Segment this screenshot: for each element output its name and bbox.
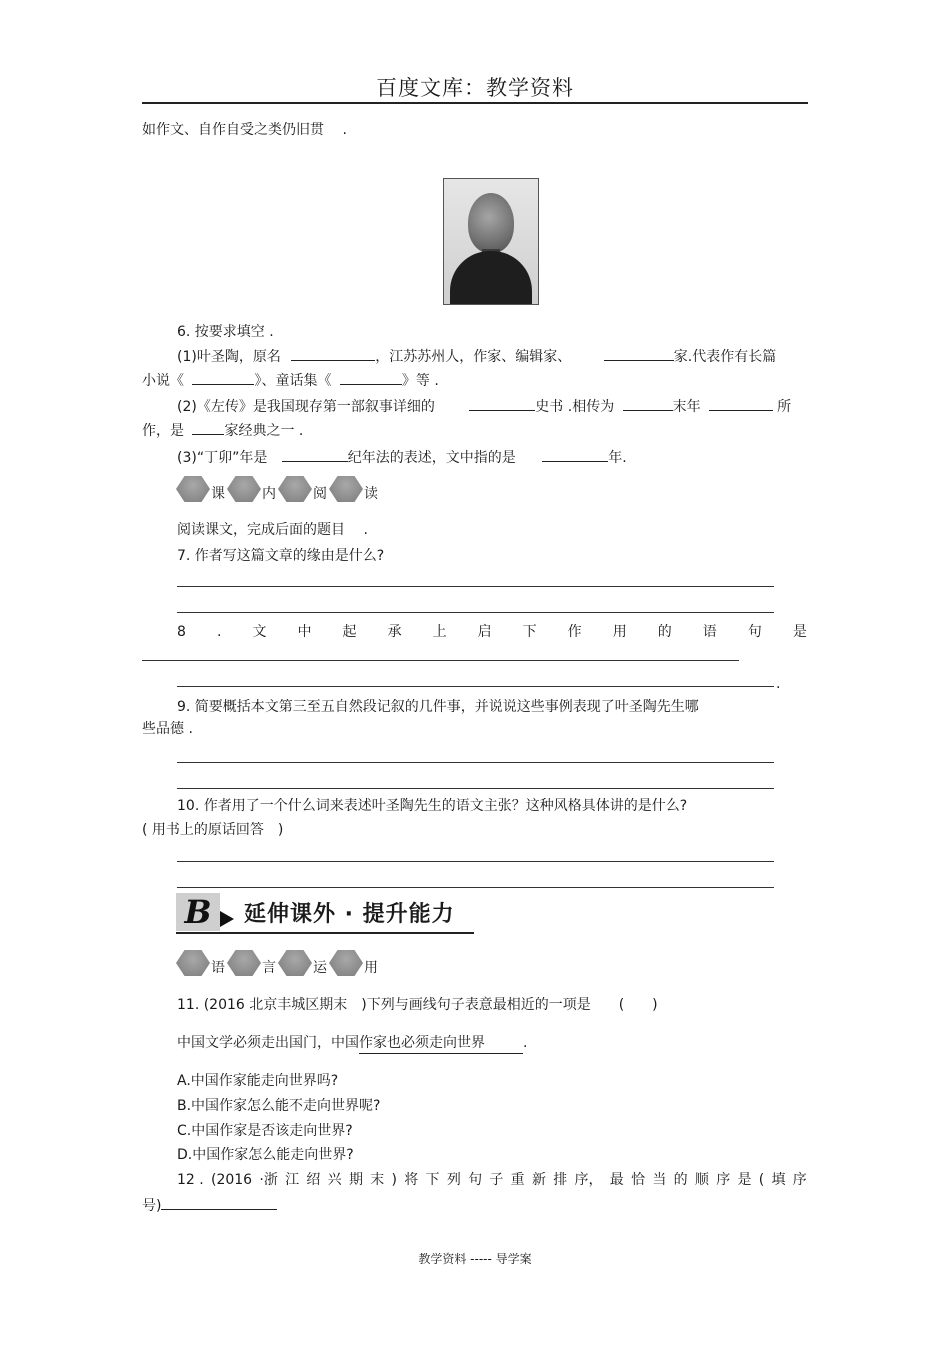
q8-char: 上 — [432, 624, 447, 640]
q8-char: 用 — [612, 624, 627, 640]
section-heading-language-use — [176, 950, 380, 976]
q12-text — [177, 1170, 807, 1190]
q8-char: 语 — [702, 624, 717, 640]
q12-char: 序， — [574, 1172, 603, 1188]
q6-text: (1)叶圣陶，原名 — [177, 349, 281, 365]
blank-field[interactable] — [291, 346, 375, 361]
answer-line[interactable] — [177, 762, 774, 763]
q6-text: 小说《 — [142, 373, 184, 389]
q12-char: 新 — [531, 1172, 546, 1188]
q8-char: 起 — [342, 624, 357, 640]
portrait-photo — [443, 178, 539, 305]
q8-char: 中 — [297, 624, 312, 640]
q6-text: 家经典之一 . — [224, 423, 304, 439]
q11-sentence — [177, 1033, 527, 1054]
q8-char: 文 — [252, 624, 267, 640]
q11-sentence-text: . — [523, 1035, 528, 1051]
blank-field[interactable] — [161, 1195, 277, 1210]
section-char: 阅 — [313, 486, 327, 502]
q11-title: 11. (2016 北京丰城区期末 )下列与画线句子表意最相近的一项是 ( ) — [177, 997, 658, 1013]
section-banner — [176, 893, 474, 935]
q12-char: 当 — [652, 1172, 667, 1188]
q12-char: 恰 — [631, 1172, 646, 1188]
q8-char: . — [216, 624, 222, 640]
reading-instruction: 阅读课文，完成后面的题目 . — [177, 522, 368, 538]
q6-line1 — [177, 346, 776, 367]
section-char: 读 — [364, 486, 378, 502]
section-char: 语 — [211, 960, 225, 976]
triangle-arrow-icon — [220, 911, 234, 927]
q12-char: 绍 — [306, 1172, 321, 1188]
hexagon-icon — [176, 476, 210, 502]
hexagon-icon — [278, 476, 312, 502]
q6-text: 年. — [608, 450, 627, 466]
q12-char: 将 — [404, 1172, 419, 1188]
answer-line[interactable] — [177, 887, 774, 888]
banner-underline — [176, 932, 474, 934]
q12-char: 的 — [673, 1172, 688, 1188]
q8-char: 的 — [657, 624, 672, 640]
blank-field[interactable] — [623, 396, 673, 411]
q11-option-c[interactable]: C.中国作家是否该走向世界? — [177, 1123, 353, 1139]
section-char: 运 — [313, 960, 327, 976]
q12-char: 是 — [737, 1172, 752, 1188]
q12-char: 排 — [553, 1172, 568, 1188]
q6-line5 — [177, 447, 627, 468]
hexagon-icon — [227, 476, 261, 502]
q8-char: 是 — [792, 624, 807, 640]
q11-option-b[interactable]: B.中国作家怎么能不走向世界呢? — [177, 1098, 381, 1114]
q12-char: 最 — [609, 1172, 624, 1188]
answer-line[interactable] — [177, 861, 774, 862]
q12-char: 兴 — [327, 1172, 342, 1188]
q8-char: 启 — [477, 624, 492, 640]
q6-text: 史书 .相传为 — [535, 399, 615, 415]
q12-char: 填 — [771, 1172, 786, 1188]
answer-line[interactable] — [177, 686, 774, 687]
blank-field[interactable] — [282, 447, 348, 462]
blank-field[interactable] — [469, 396, 535, 411]
q12-char: 下 — [425, 1172, 440, 1188]
q9-line1: 9. 简要概括本文第三至五自然段记叙的几件事，并说说这些事例表现了叶圣陶先生哪 — [177, 699, 699, 715]
q6-text: 家.代表作有长篇 — [673, 349, 777, 365]
q12-char: 列 — [446, 1172, 461, 1188]
q6-title: 6. 按要求填空 . — [177, 324, 274, 340]
q10-line1: 10. 作者用了一个什么词来表述叶圣陶先生的语文主张？这种风格具体讲的是什么? — [177, 798, 688, 814]
q7-text: 7. 作者写这篇文章的缘由是什么? — [177, 548, 385, 564]
q8-char: 作 — [567, 624, 582, 640]
q6-text: ，江苏苏州人，作家、编辑家、 — [375, 349, 572, 365]
q9-line2: 些品德 . — [142, 721, 193, 737]
section-char: 用 — [364, 960, 378, 976]
hexagon-icon — [227, 950, 261, 976]
q6-text: 所 — [777, 399, 792, 415]
banner-letter: B — [176, 893, 220, 931]
q12-char: ( — [758, 1172, 765, 1188]
q8-char: 句 — [747, 624, 762, 640]
q12-char: 序 — [792, 1172, 807, 1188]
q6-text: 末年 — [672, 399, 701, 415]
q6-text: (3)“丁卯”年是 — [177, 450, 268, 466]
banner-title: 延伸课外 · 提升能力 — [244, 902, 455, 927]
q12-char: 末 — [370, 1172, 385, 1188]
answer-line[interactable] — [142, 660, 739, 661]
q6-text: (2)《左传》是我国现存第一部叙事详细的 — [177, 399, 435, 415]
blank-field[interactable] — [340, 370, 402, 385]
hexagon-icon — [329, 476, 363, 502]
q8-char: 承 — [387, 624, 402, 640]
q8-char: 下 — [522, 624, 537, 640]
q6-line3 — [177, 396, 791, 417]
section-char: 言 — [262, 960, 276, 976]
blank-field[interactable] — [709, 396, 773, 411]
blank-field[interactable] — [192, 370, 254, 385]
q11-sentence-text: 中国文学必须走出国门，中国 — [177, 1035, 359, 1051]
q8-text — [177, 622, 807, 642]
q12-char: 12 . — [177, 1172, 204, 1188]
q6-line2 — [142, 370, 439, 391]
q6-text: 作，是 — [142, 423, 184, 439]
q12-char: 重 — [510, 1172, 525, 1188]
q12-char: (2016 — [211, 1172, 253, 1188]
q8-char: 8 — [177, 624, 186, 640]
q12-char: ·浙 — [259, 1172, 278, 1188]
q6-line4 — [142, 420, 303, 441]
answer-line[interactable] — [177, 586, 774, 587]
q11-underlined-text: 作家也必须走向世界 — [359, 1033, 523, 1054]
q6-text: 》等 . — [401, 373, 439, 389]
blank-field[interactable] — [604, 346, 674, 361]
q12-char: ) — [391, 1172, 397, 1188]
q12-char: 江 — [285, 1172, 300, 1188]
q12-char: 顺 — [694, 1172, 709, 1188]
q6-text: 》、童话集《 — [254, 373, 332, 389]
answer-line[interactable] — [177, 612, 774, 613]
q11-option-a[interactable]: A.中国作家能走向世界吗? — [177, 1073, 339, 1089]
q6-text: 纪年法的表述，文中指的是 — [347, 450, 516, 466]
answer-line[interactable] — [177, 788, 774, 789]
q12-text: 号) — [142, 1198, 162, 1214]
section-heading-in-class-reading — [176, 476, 380, 502]
q12-char: 序 — [716, 1172, 731, 1188]
page-footer: 教学资料 ----- 导学案 — [418, 1252, 532, 1266]
section-char: 课 — [211, 486, 225, 502]
q8-end-mark: . — [776, 676, 781, 692]
header-divider — [142, 102, 808, 104]
q10-line2: ( 用书上的原话回答 ) — [142, 822, 284, 838]
q12-char: 子 — [489, 1172, 504, 1188]
hexagon-icon — [176, 950, 210, 976]
blank-field[interactable] — [192, 420, 224, 435]
q12-char: 句 — [468, 1172, 483, 1188]
section-char: 内 — [262, 486, 276, 502]
blank-field[interactable] — [542, 447, 608, 462]
q11-option-d[interactable]: D.中国作家怎么能走向世界? — [177, 1147, 354, 1163]
header-title: 百度文库：教学资料 — [376, 76, 574, 100]
intro-line: 如作文、自作自受之类仍旧贯 . — [142, 122, 347, 138]
hexagon-icon — [278, 950, 312, 976]
q12-char: 期 — [348, 1172, 363, 1188]
hexagon-icon — [329, 950, 363, 976]
q12-line2 — [142, 1195, 277, 1216]
